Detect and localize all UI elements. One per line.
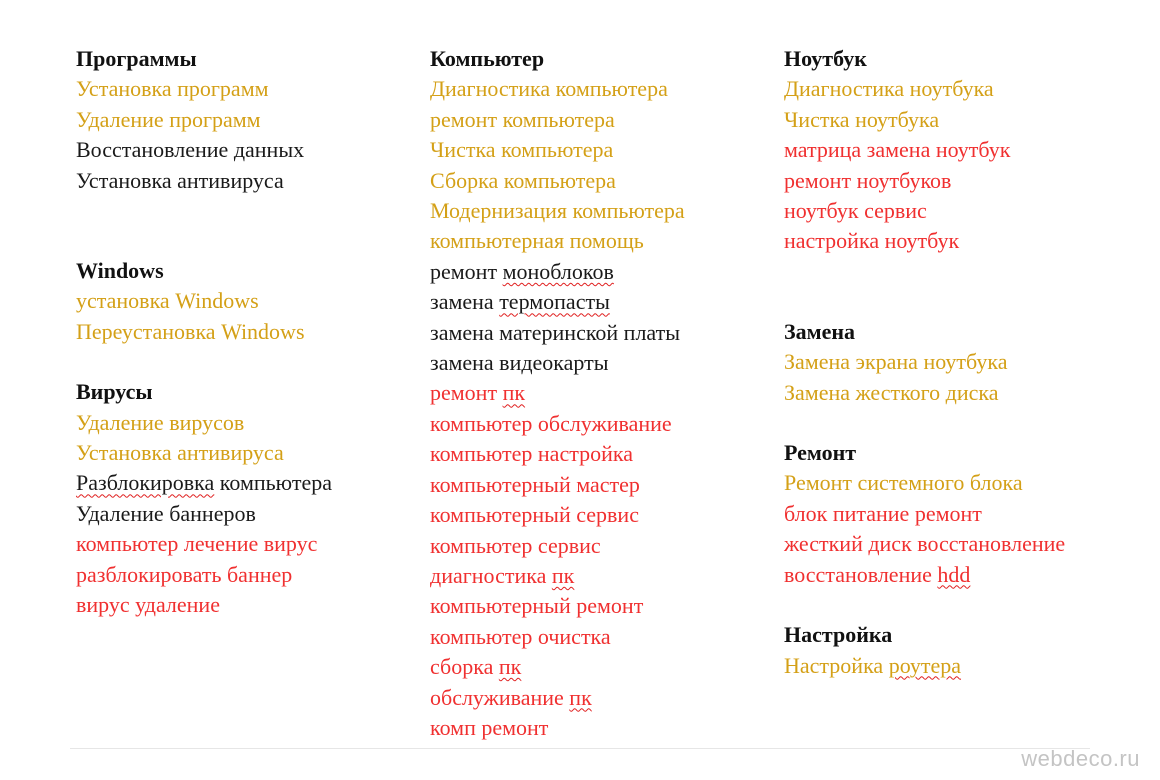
spellcheck-marked-word: пк [502, 380, 526, 406]
keyword-item: Установка антивируса [76, 440, 284, 466]
site-watermark: webdeco.ru [1021, 746, 1140, 771]
keyword-item: Установка программ [76, 76, 269, 102]
keyword-item: блок питание ремонт [784, 500, 982, 526]
keyword-item: компьютерная помощь [430, 228, 644, 254]
keyword-item: Сборка компьютера [430, 167, 616, 193]
section-программы [76, 44, 332, 196]
bottom-divider [70, 748, 1090, 749]
keyword-item: Замена жесткого диска [784, 379, 999, 405]
keyword-item: Переустановка Windows [76, 318, 305, 344]
keyword-item: ремонт моноблоков [430, 258, 614, 284]
keyword-item: Разблокировка компьютера [76, 470, 332, 496]
keyword-item: замена термопасты [430, 289, 610, 315]
spellcheck-marked-word: моноблоков [502, 258, 614, 284]
section-heading: Вирусы [76, 379, 153, 405]
spellcheck-marked-word: пк [551, 562, 575, 588]
spellcheck-marked-word: термопасты [499, 289, 610, 315]
keyword-item: Настройка роутера [784, 652, 962, 678]
column-1 [76, 44, 332, 651]
keyword-item: Модернизация компьютера [430, 198, 685, 224]
spellcheck-marked-word: пк [498, 654, 522, 680]
keyword-item: Чистка ноутбука [784, 106, 940, 132]
keyword-item: компьютер лечение вирус [76, 531, 318, 557]
section-замена [784, 317, 1065, 408]
spellcheck-marked-word: роутера [888, 652, 962, 678]
keyword-item: Установка антивируса [76, 167, 284, 193]
keyword-item: компьютер настройка [430, 441, 633, 467]
section-ноутбук [784, 44, 1065, 257]
section-heading: Настройка [784, 622, 893, 648]
keyword-item: ремонт ноутбуков [784, 167, 952, 193]
keyword-item: Удаление баннеров [76, 500, 256, 526]
keyword-item: комп ремонт [430, 714, 549, 740]
section-вирусы [76, 377, 332, 620]
section-heading: Windows [76, 258, 164, 284]
keyword-item: замена видеокарты [430, 350, 609, 376]
keyword-item: компьютер очистка [430, 623, 611, 649]
keyword-item: матрица замена ноутбук [784, 137, 1011, 163]
keyword-item: сборка пк [430, 654, 522, 680]
section-heading: Программы [76, 46, 197, 71]
keyword-item: компьютерный мастер [430, 471, 640, 497]
keyword-item: компьютерный ремонт [430, 593, 644, 619]
keyword-item: Замена экрана ноутбука [784, 349, 1008, 375]
column-3 [784, 44, 1065, 711]
keyword-item: жесткий диск восстановление [784, 531, 1066, 557]
section-heading: Компьютер [430, 46, 545, 71]
keyword-item: Удаление вирусов [76, 409, 245, 435]
keyword-item: диагностика пк [430, 562, 575, 588]
keyword-item: компьютерный сервис [430, 502, 639, 528]
keyword-item: ремонт компьютера [430, 106, 615, 132]
spellcheck-marked-word: Разблокировка [76, 470, 215, 496]
keyword-item: настройка ноутбук [784, 228, 960, 254]
section-компьютер [430, 44, 685, 743]
keyword-item: Удаление программ [76, 106, 261, 132]
section-heading: Ноутбук [784, 46, 867, 71]
keyword-item: ремонт пк [430, 380, 526, 406]
keyword-item: замена материнской платы [430, 319, 681, 345]
keyword-item: обслуживание пк [430, 684, 592, 710]
keyword-item: Восстановление данных [76, 137, 305, 163]
column-2 [430, 44, 685, 773]
spellcheck-marked-word: пк [569, 684, 592, 710]
section-настройка [784, 620, 1065, 681]
keyword-item: компьютер обслуживание [430, 410, 672, 436]
keyword-item: Диагностика компьютера [430, 76, 668, 102]
keyword-item: Чистка компьютера [430, 137, 614, 163]
keyword-item: установка Windows [76, 288, 259, 314]
keyword-item: вирус удаление [76, 592, 220, 618]
section-windows [76, 256, 332, 347]
spellcheck-marked-word: hdd [937, 561, 971, 587]
section-heading: Замена [784, 318, 856, 344]
keyword-item: восстановление hdd [784, 561, 971, 587]
keyword-item: компьютер сервис [430, 532, 601, 558]
keyword-item: Диагностика ноутбука [784, 76, 994, 102]
keyword-item: разблокировать баннер [76, 561, 293, 587]
keyword-item: Ремонт системного блока [784, 470, 1023, 496]
section-heading: Ремонт [784, 440, 857, 466]
section-ремонт [784, 438, 1065, 590]
keyword-item: ноутбук сервис [784, 198, 927, 224]
